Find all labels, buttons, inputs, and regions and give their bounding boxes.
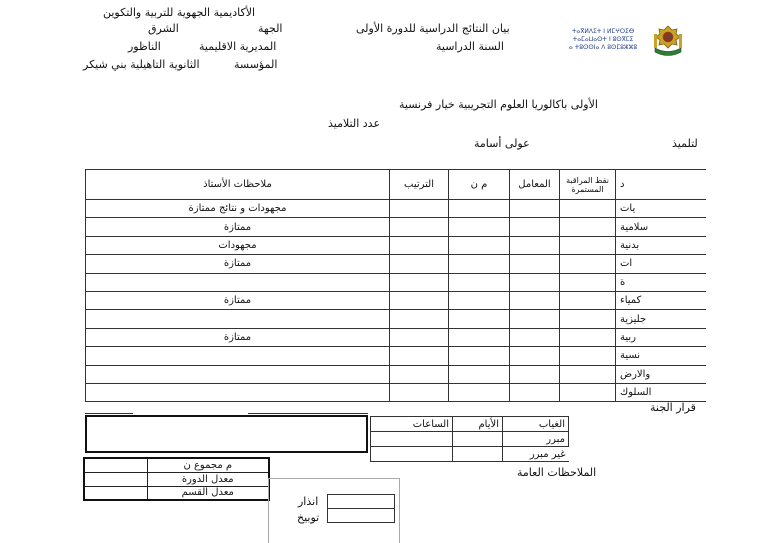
- totals-table: [83, 457, 270, 501]
- header-continuous: نقط المراقبة المستمرة: [560, 170, 616, 200]
- region-value: الشرق: [148, 22, 179, 35]
- absence-justified: مبرر: [503, 432, 569, 447]
- header-coefficient: المعامل: [510, 170, 560, 200]
- warning-label: انذار: [298, 495, 319, 508]
- table-row: نسية: [86, 347, 706, 365]
- table-row: ممتازة سلامية: [86, 218, 706, 236]
- table-row: ممتازة ربية: [86, 328, 706, 346]
- directorate-label: المديرية الاقليمية: [199, 40, 277, 53]
- student-name-value: عولى أسامة: [474, 137, 530, 150]
- table-row: والارض: [86, 365, 706, 383]
- table-row: ممتازة كمياء: [86, 291, 706, 309]
- grades-header-row: [86, 170, 706, 200]
- table-row: جليزية: [86, 310, 706, 328]
- document-title: بيان النتائج الدراسية للدورة الأولى: [356, 22, 510, 35]
- header-teacher-notes: ملاحظات الأستاذ: [86, 170, 390, 200]
- header-subject: د: [616, 170, 706, 200]
- committee-decision-box: [85, 415, 368, 453]
- table-row: ممتازة ات: [86, 255, 706, 273]
- table-row: ة: [86, 273, 706, 291]
- committee-decision-label: قرار الجنة: [650, 401, 696, 414]
- region-label: الجهة: [258, 22, 283, 35]
- absence-days-header: الأيام: [453, 417, 503, 432]
- coat-of-arms-icon: [651, 24, 685, 60]
- school-year-label: السنة الدراسية: [436, 40, 504, 53]
- total-sum-label: م مجموع ن: [147, 458, 269, 472]
- reprimand-label: توبيخ: [297, 511, 320, 524]
- session-average-label: معدل الدورة: [147, 472, 269, 486]
- sanctions-table: [327, 494, 395, 523]
- school-value: الثانوية التاهيلية بني شيكر: [83, 58, 200, 71]
- table-row: مجهودات بدنية: [86, 236, 706, 254]
- signature-line-left: [85, 413, 133, 414]
- directorate-value: الناظور: [128, 40, 161, 53]
- absence-table: [370, 416, 569, 462]
- class-average-label: معدل القسم: [147, 486, 269, 500]
- academy-name: الأكاديمية الجهوية للتربية والتكوين: [103, 6, 256, 19]
- school-label: المؤسسة: [234, 58, 278, 71]
- absence-hours-header: الساعات: [371, 417, 453, 432]
- absence-unjustified: غير مبرر: [503, 447, 569, 462]
- class-line: الأولى باكالوريا العلوم التجريبية خيار فرنسية: [399, 98, 598, 111]
- student-name-label: لتلميذ: [672, 137, 698, 150]
- grades-table: [85, 169, 706, 402]
- table-row: مجهودات و نتائج ممتازة يات: [86, 200, 706, 218]
- header-rank: الترتيب: [390, 170, 449, 200]
- header-mn: م ن: [449, 170, 510, 200]
- student-count-label: عدد التلاميذ: [328, 117, 381, 130]
- general-notes-label: الملاحظات العامة: [517, 466, 597, 479]
- table-row: السلوك: [86, 383, 706, 401]
- signature-line-right: [248, 413, 368, 414]
- absence-title: الغياب: [503, 417, 569, 432]
- ministry-logo-text: ⵜⴰⴳⵍⴷⵉⵜ ⵏ ⵍⵎⵖⵔⵉⴱ ⵜⴰⵎⴰⵡⴰⵙⵜ ⵏ ⵓⵙⴳⵎⵉ ⴰ ⵜⵓⵙⵙⵏⴰ ⴷ ⵓⵙⵎⵓⵣⵣⵓ: [568, 28, 638, 51]
